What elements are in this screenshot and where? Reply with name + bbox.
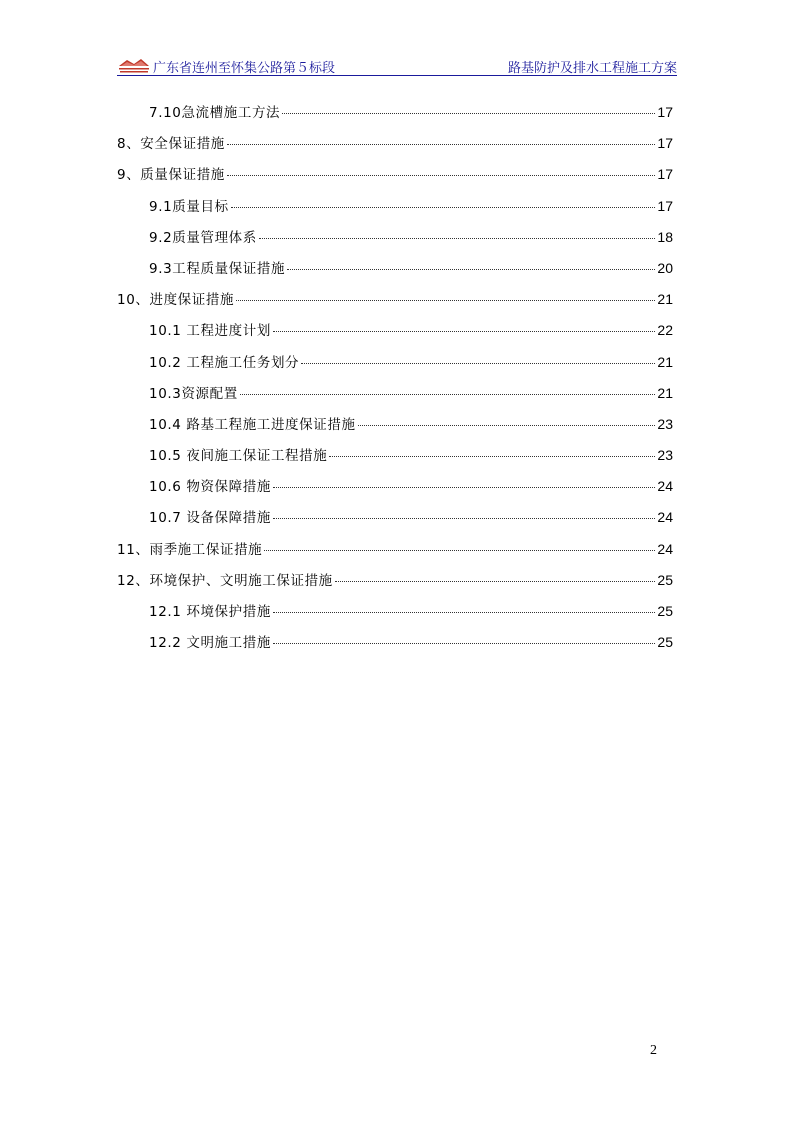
toc-entry-label: 10.2 工程施工任务划分 bbox=[149, 354, 300, 371]
toc-entry[interactable] bbox=[117, 351, 673, 382]
header-document-title: 路基防护及排水工程施工方案 bbox=[507, 61, 677, 76]
toc-entry[interactable] bbox=[117, 506, 673, 537]
toc-entry-label: 10.3资源配置 bbox=[149, 385, 238, 402]
toc-dot-leader bbox=[259, 238, 656, 239]
toc-entry[interactable] bbox=[117, 195, 673, 226]
toc-entry-page: 22 bbox=[657, 322, 673, 339]
page-number: 2 bbox=[650, 1043, 657, 1058]
toc-dot-leader bbox=[231, 207, 656, 208]
toc-entry-page: 24 bbox=[657, 509, 673, 526]
toc-entry-page: 25 bbox=[657, 603, 673, 619]
toc-dot-leader bbox=[273, 331, 655, 332]
toc-entry[interactable] bbox=[117, 101, 673, 132]
toc-entry-label: 9.2质量管理体系 bbox=[149, 229, 257, 246]
toc-entry-label: 9、质量保证措施 bbox=[117, 167, 225, 184]
page-header bbox=[117, 52, 677, 77]
toc-entry-page: 23 bbox=[657, 447, 673, 464]
toc-dot-leader bbox=[264, 550, 655, 551]
toc-dot-leader bbox=[273, 487, 655, 488]
toc-entry-label: 10、进度保证措施 bbox=[117, 292, 235, 309]
toc-entry-page: 17 bbox=[657, 104, 673, 120]
toc-dot-leader bbox=[273, 643, 655, 644]
toc-entry-label: 12、环境保护、文明施工保证措施 bbox=[117, 572, 333, 589]
toc-entry[interactable] bbox=[117, 475, 673, 506]
toc-entry[interactable] bbox=[117, 319, 673, 350]
toc-entry[interactable] bbox=[117, 288, 673, 319]
toc-entry[interactable] bbox=[117, 444, 673, 475]
toc-entry[interactable] bbox=[117, 163, 673, 194]
company-logo bbox=[117, 55, 151, 75]
toc-dot-leader bbox=[282, 113, 655, 114]
toc-entry-page: 21 bbox=[657, 384, 673, 401]
toc-entry-label: 10.6 物资保障措施 bbox=[149, 479, 271, 496]
toc-dot-leader bbox=[301, 363, 655, 364]
toc-entry-page: 17 bbox=[657, 135, 673, 152]
toc-entry[interactable] bbox=[117, 538, 673, 569]
toc-entry-page: 20 bbox=[657, 259, 673, 276]
toc-entry-label: 10.5 夜间施工保证工程措施 bbox=[149, 448, 328, 465]
toc-dot-leader bbox=[227, 175, 656, 176]
toc-entry-label: 12.1 环境保护措施 bbox=[149, 604, 271, 620]
toc-dot-leader bbox=[240, 394, 656, 395]
toc-entry-page: 24 bbox=[657, 540, 673, 557]
toc-entry-label: 11、雨季施工保证措施 bbox=[117, 541, 263, 558]
toc-entry[interactable] bbox=[117, 226, 673, 257]
toc-dot-leader bbox=[329, 456, 655, 457]
toc-entry-page: 24 bbox=[657, 478, 673, 495]
toc-dot-leader bbox=[236, 300, 655, 301]
toc-dot-leader bbox=[335, 581, 656, 582]
toc-entry-label: 8、安全保证措施 bbox=[117, 136, 225, 153]
toc-entry-page: 18 bbox=[657, 228, 673, 245]
toc-dot-leader bbox=[358, 425, 656, 426]
toc-entry-page: 17 bbox=[657, 197, 673, 214]
toc-entry-label: 10.1 工程进度计划 bbox=[149, 323, 271, 340]
table-of-contents bbox=[117, 101, 673, 662]
toc-entry-page: 21 bbox=[657, 353, 673, 370]
toc-entry-page: 23 bbox=[657, 415, 673, 432]
toc-entry-label: 9.3工程质量保证措施 bbox=[149, 260, 286, 277]
toc-entry-page: 25 bbox=[657, 634, 673, 651]
toc-entry-page: 25 bbox=[657, 571, 673, 588]
toc-entry-label: 9.1质量目标 bbox=[149, 198, 229, 215]
toc-dot-leader bbox=[287, 269, 655, 270]
toc-entry-label: 7.10急流槽施工方法 bbox=[149, 105, 281, 121]
toc-entry[interactable] bbox=[117, 132, 673, 163]
toc-entry-page: 17 bbox=[657, 166, 673, 183]
toc-dot-leader bbox=[273, 612, 655, 613]
toc-entry[interactable] bbox=[117, 257, 673, 288]
header-divider bbox=[117, 75, 677, 76]
toc-entry-page: 21 bbox=[657, 291, 673, 308]
toc-entry[interactable] bbox=[117, 413, 673, 444]
toc-dot-leader bbox=[273, 518, 655, 519]
toc-entry[interactable] bbox=[117, 631, 673, 662]
toc-entry-label: 10.7 设备保障措施 bbox=[149, 510, 271, 527]
toc-entry[interactable] bbox=[117, 600, 673, 631]
toc-dot-leader bbox=[227, 144, 656, 145]
toc-entry[interactable] bbox=[117, 569, 673, 600]
toc-entry-label: 10.4 路基工程施工进度保证措施 bbox=[149, 416, 356, 433]
header-project-title: 广东省连州至怀集公路第５标段 bbox=[153, 61, 336, 76]
toc-entry-label: 12.2 文明施工措施 bbox=[149, 635, 271, 652]
toc-entry[interactable] bbox=[117, 382, 673, 413]
